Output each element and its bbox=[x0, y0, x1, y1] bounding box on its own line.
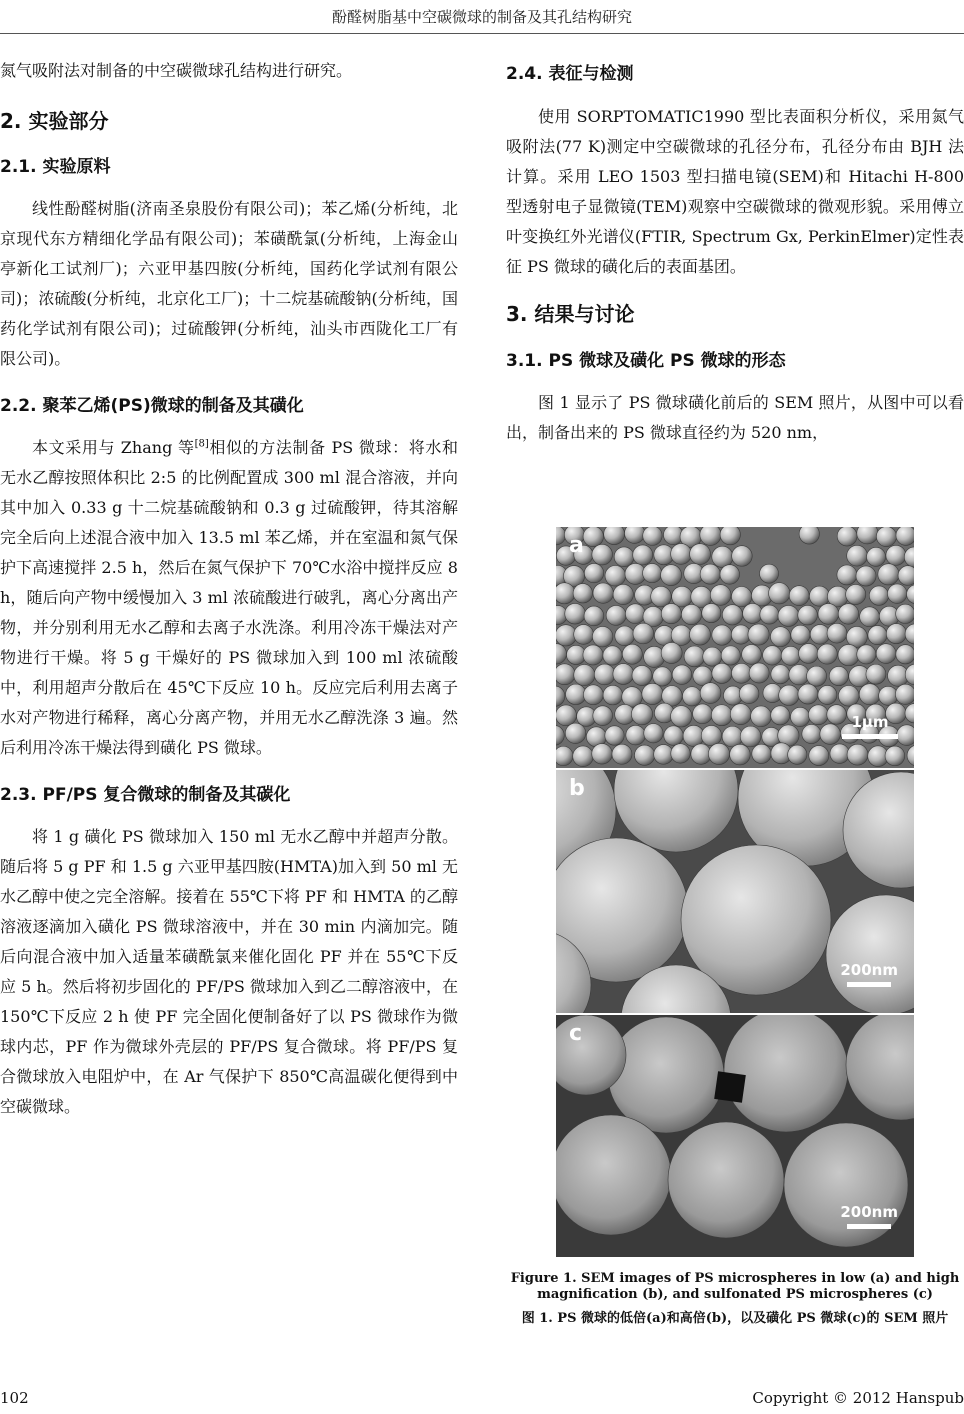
copyright-notice: Copyright © 2012 Hanspub bbox=[752, 1389, 964, 1407]
microsphere bbox=[711, 705, 732, 726]
microsphere bbox=[565, 723, 585, 743]
microsphere bbox=[876, 644, 896, 664]
microsphere bbox=[895, 684, 914, 704]
microsphere bbox=[574, 664, 595, 685]
microsphere bbox=[878, 564, 899, 585]
microsphere bbox=[779, 685, 799, 705]
microsphere bbox=[830, 744, 849, 763]
microsphere bbox=[626, 725, 646, 745]
microsphere bbox=[622, 644, 642, 664]
microsphere bbox=[671, 625, 691, 645]
microsphere bbox=[820, 724, 841, 745]
microsphere bbox=[614, 547, 634, 567]
microsphere bbox=[592, 544, 613, 565]
microsphere bbox=[654, 745, 674, 765]
right-column bbox=[506, 56, 964, 448]
microsphere bbox=[791, 625, 810, 644]
microsphere bbox=[807, 666, 827, 686]
microsphere bbox=[664, 726, 683, 745]
microsphere bbox=[827, 623, 847, 643]
microsphere bbox=[605, 565, 626, 586]
panel-label-b: b bbox=[569, 776, 585, 801]
microsphere bbox=[721, 646, 740, 665]
microsphere bbox=[731, 587, 751, 607]
left-column bbox=[0, 56, 458, 1122]
running-header: 酚醛树脂基中空碳微球的制备及其孔结构研究 bbox=[331, 8, 632, 26]
microsphere bbox=[778, 605, 799, 626]
scale-bar-b-label: 200nm bbox=[840, 961, 898, 979]
microsphere bbox=[608, 1017, 724, 1133]
scale-bar-a-line bbox=[842, 734, 898, 739]
panel-label-c: c bbox=[569, 1021, 583, 1046]
microsphere bbox=[700, 527, 721, 545]
scale-bar-b bbox=[840, 961, 898, 987]
section-3-1-heading: 3.1. PS 微球及磺化 PS 微球的形态 bbox=[506, 351, 786, 371]
microsphere bbox=[702, 604, 721, 623]
microsphere bbox=[763, 646, 782, 665]
microsphere bbox=[838, 644, 859, 665]
section-2-2-text-start: 本文采用与 Zhang 等 bbox=[32, 438, 195, 457]
microsphere bbox=[605, 726, 624, 745]
page-number: 102 bbox=[0, 1389, 29, 1407]
microsphere bbox=[798, 605, 818, 625]
microsphere bbox=[712, 663, 732, 683]
microsphere bbox=[789, 665, 809, 685]
section-2-4-paragraph: 使用 SORPTOMATIC1990 型比表面积分析仪，采用氮气吸附法(77 K)测定中空碳微球的孔径分布，孔径分布由 BJH 法计算。采用 LEO 1503 型扫描电镜(SEM)和 Hitachi H-800 型透射电子显微镜(TEM)观察中空碳微球的微观形貌。采用傅立叶变换红外光谱仪(FTIR, Spectrum Gx, PerkinElmer)定性表征 PS 微球的磺化后的表面基团。 bbox=[506, 107, 964, 276]
microsphere bbox=[625, 604, 645, 624]
section-2-2-text-rest: 相似的方法制备 PS 微球：将水和无水乙醇按照体积比 2:5 的比例配置成 300 ml 混合溶液，并向其中加入 0.33 g 十二烷基硫酸钠和 0.3 g 过硫酸钾，待其溶解完全后向上述混合液中加入 13.5 ml 苯乙烯，并在室温和氮气保护下高速搅拌 2.5 h，然后在氮气保护下 70℃水浴中搅拌反应 8 h，随后向产物中缓慢加入 3 ml 浓硫酸进行破乳，离心分离出产物，并分别利用无水乙醇和去离子水洗涤。利用冷冻干燥法对产物进行干燥。将 5 g 干燥好的 PS 微球加入到 100 ml 浓硫酸中，利用超声分散后在 45℃下反应 10 h。反应完后利用去离子水对产物进行稀释，离心分离产物，并用无水乙醇洗涤 3 遍。然后利用冷冻干燥法得到磺化 PS 微球。 bbox=[0, 438, 458, 757]
microsphere bbox=[565, 603, 586, 624]
section-2-4-heading: 2.4. 表征与检测 bbox=[506, 64, 634, 84]
microsphere bbox=[809, 586, 829, 606]
microsphere bbox=[788, 745, 807, 764]
microsphere bbox=[606, 605, 626, 625]
microsphere bbox=[859, 684, 880, 705]
microsphere bbox=[661, 643, 682, 664]
microsphere bbox=[781, 646, 800, 665]
microsphere bbox=[847, 744, 868, 765]
microsphere bbox=[866, 664, 886, 684]
microsphere bbox=[751, 706, 772, 727]
microsphere bbox=[583, 645, 603, 665]
microsphere bbox=[681, 604, 701, 624]
microsphere bbox=[837, 527, 857, 546]
microsphere bbox=[594, 664, 615, 685]
microsphere bbox=[682, 687, 701, 706]
microsphere bbox=[633, 623, 654, 644]
microsphere bbox=[633, 545, 653, 565]
microsphere bbox=[712, 546, 733, 567]
scale-bar-a bbox=[842, 713, 898, 739]
microsphere bbox=[818, 604, 839, 625]
microsphere bbox=[760, 564, 779, 583]
microsphere bbox=[799, 644, 819, 664]
microsphere bbox=[730, 704, 751, 725]
microsphere bbox=[566, 684, 587, 705]
microsphere bbox=[556, 583, 575, 604]
microsphere bbox=[879, 686, 898, 705]
microsphere bbox=[653, 667, 672, 686]
microsphere bbox=[817, 644, 837, 664]
microsphere bbox=[661, 565, 682, 586]
microsphere bbox=[583, 527, 603, 547]
microsphere bbox=[798, 684, 818, 704]
microsphere bbox=[603, 646, 622, 665]
scale-bar-a-label: 1μm bbox=[851, 713, 889, 731]
microsphere bbox=[671, 706, 692, 727]
microsphere bbox=[671, 744, 690, 763]
microsphere bbox=[739, 684, 759, 704]
header-rule bbox=[0, 33, 964, 34]
microsphere bbox=[857, 645, 876, 664]
microsphere bbox=[672, 665, 692, 685]
section-2-3-paragraph: 将 1 g 磺化 PS 微球加入 150 ml 无水乙醇中并超声分散。随后将 5 g PF 和 1.5 g 六亚甲基四胺(HMTA)加入到 50 ml 无水乙醇中使之完全溶解。接着在 55℃下将 PF 和 HMTA 的乙醇溶液逐滴加入磺化 PS 微球溶液中，并在 30 min 内滴加完。随后向混合液中加入适量苯磺酰氯来催化固化 PF 并在 55℃下反应 5 h。然后将初步固化的 PF/PS 微球加入到乙二醇溶液中，在 150℃下反应 2 h 使 PF 完全固化便制备好了以 PS 微球作为微球内芯，PF 作为微球外壳层的 PF/PS 复合微球。将 PF/PS 复合微球放入电阻炉中，在 Ar 气保护下 850℃高温碳化便得到中空碳微球。 bbox=[0, 827, 458, 1116]
microsphere bbox=[740, 726, 761, 747]
microsphere bbox=[868, 626, 887, 645]
microsphere bbox=[730, 744, 751, 765]
microsphere bbox=[867, 547, 886, 566]
citation-ref[interactable]: [8] bbox=[194, 438, 209, 450]
microsphere bbox=[749, 663, 769, 683]
microsphere bbox=[690, 544, 711, 565]
section-2-2-heading: 2.2. 聚苯乙烯(PS)微球的制备及其磺化 bbox=[0, 396, 304, 416]
sem-panel-b bbox=[556, 770, 914, 1013]
microsphere bbox=[722, 605, 742, 625]
microsphere bbox=[838, 685, 859, 706]
figure-caption-chinese: 图 1. PS 微球的低倍(a)和高倍(b)，以及磺化 PS 微球(c)的 SEM 照片 bbox=[521, 1311, 949, 1326]
microsphere bbox=[869, 586, 888, 605]
microsphere bbox=[743, 603, 763, 623]
microsphere bbox=[732, 663, 752, 683]
microsphere bbox=[644, 724, 663, 743]
void-gap bbox=[714, 1071, 746, 1103]
section-3-1-paragraph: 图 1 显示了 PS 微球磺化前后的 SEM 照片，从图中可以看出，制备出来的 PS 微球直径约为 520 nm， bbox=[506, 393, 964, 442]
microsphere bbox=[732, 546, 753, 567]
microsphere bbox=[615, 626, 635, 646]
figure-caption-english: Figure 1. SEM images of PS microspheres in low (a) and high magnification (b), and sulfonated PS microspheres (c) bbox=[510, 1271, 960, 1302]
microsphere bbox=[643, 527, 662, 545]
microsphere bbox=[856, 566, 876, 586]
section-2-heading: 2. 实验部分 bbox=[0, 109, 109, 133]
microsphere bbox=[710, 585, 731, 606]
microsphere bbox=[896, 527, 914, 545]
microsphere bbox=[720, 565, 740, 585]
microsphere bbox=[860, 607, 880, 627]
microsphere bbox=[809, 746, 829, 766]
microsphere bbox=[632, 665, 652, 685]
microsphere bbox=[672, 586, 693, 607]
figure-1 bbox=[556, 527, 914, 1257]
section-2-1-heading: 2.1. 实验原料 bbox=[0, 157, 111, 177]
microsphere bbox=[684, 646, 705, 667]
scale-bar-c bbox=[840, 1203, 898, 1229]
microsphere bbox=[703, 647, 722, 666]
microsphere bbox=[791, 707, 810, 726]
microsphere bbox=[771, 665, 790, 684]
microsphere bbox=[837, 565, 857, 585]
microsphere bbox=[896, 645, 914, 664]
microsphere bbox=[604, 527, 625, 545]
microsphere bbox=[885, 746, 905, 766]
microsphere bbox=[573, 584, 592, 603]
microsphere bbox=[574, 625, 594, 645]
microsphere bbox=[592, 744, 612, 764]
microsphere bbox=[829, 666, 848, 685]
microsphere bbox=[634, 745, 654, 765]
microsphere bbox=[613, 584, 633, 604]
microsphere bbox=[838, 604, 859, 625]
microsphere bbox=[742, 645, 762, 665]
microsphere bbox=[896, 604, 914, 623]
microsphere bbox=[886, 545, 906, 565]
microsphere bbox=[643, 564, 662, 583]
microsphere bbox=[748, 624, 769, 645]
microsphere bbox=[668, 1122, 784, 1238]
microsphere bbox=[724, 1015, 848, 1132]
microsphere bbox=[556, 746, 573, 765]
microsphere bbox=[701, 725, 721, 745]
microsphere bbox=[799, 527, 819, 544]
microsphere bbox=[631, 704, 652, 725]
microsphere bbox=[612, 744, 632, 764]
scale-bar-b-line bbox=[847, 982, 891, 987]
microsphere bbox=[592, 626, 612, 646]
intro-tail-paragraph: 氮气吸附法对制备的中空碳微球孔结构进行研究。 bbox=[0, 61, 353, 80]
microsphere bbox=[752, 744, 771, 763]
microsphere bbox=[771, 706, 790, 725]
microsphere bbox=[847, 545, 868, 566]
microsphere bbox=[769, 583, 790, 604]
microsphere bbox=[690, 624, 711, 645]
microsphere bbox=[583, 685, 603, 705]
sem-panel-c bbox=[556, 1015, 914, 1257]
microsphere bbox=[818, 685, 837, 704]
microsphere bbox=[802, 724, 821, 743]
microsphere bbox=[846, 584, 866, 604]
microsphere bbox=[671, 544, 692, 565]
microsphere bbox=[712, 625, 732, 645]
microsphere bbox=[556, 664, 575, 685]
microsphere bbox=[700, 683, 721, 704]
microsphere bbox=[661, 604, 681, 624]
section-2-2-paragraph bbox=[0, 433, 458, 763]
microsphere bbox=[897, 725, 914, 746]
microsphere bbox=[603, 685, 623, 705]
microsphere bbox=[770, 627, 790, 647]
microsphere bbox=[887, 584, 906, 603]
microsphere bbox=[722, 726, 743, 747]
section-2-3-heading: 2.3. PF/PS 复合微球的制备及其碳化 bbox=[0, 785, 291, 805]
microsphere bbox=[700, 564, 720, 584]
microsphere bbox=[708, 743, 729, 764]
microsphere bbox=[760, 605, 779, 624]
microsphere bbox=[886, 624, 906, 644]
microsphere bbox=[876, 527, 896, 547]
sem-panel-a bbox=[556, 527, 914, 768]
microsphere bbox=[789, 586, 809, 606]
microsphere bbox=[613, 664, 634, 685]
microsphere bbox=[642, 683, 663, 704]
section-2-1-paragraph: 线性酚醛树脂(济南圣泉股份有限公司)；苯乙烯(分析纯，北京现代东方精细化学品有限公司)；苯磺酰氯(分析纯，上海金山亭新化工试剂厂)；六亚甲基四胺(分析纯，国药化学试剂有限公司)；浓硫酸(分析纯，北京化工厂)；十二烷基硫酸钠(分析纯，国药化学试剂有限公司)；过硫酸钾(分析纯，汕头市西陇化工厂有限公司)。 bbox=[0, 199, 458, 368]
microsphere bbox=[808, 705, 828, 725]
microsphere bbox=[556, 1115, 671, 1235]
microsphere bbox=[573, 746, 594, 767]
microsphere bbox=[584, 563, 603, 582]
scale-bar-c-label: 200nm bbox=[840, 1203, 898, 1221]
microsphere bbox=[584, 606, 604, 626]
section-3-heading: 3. 结果与讨论 bbox=[506, 302, 635, 326]
panel-label-a: a bbox=[569, 533, 584, 558]
microsphere bbox=[593, 583, 613, 603]
microsphere bbox=[593, 706, 613, 726]
microsphere bbox=[720, 527, 740, 545]
microsphere bbox=[693, 704, 713, 724]
microsphere bbox=[556, 705, 576, 726]
scale-bar-c-line bbox=[847, 1224, 891, 1229]
